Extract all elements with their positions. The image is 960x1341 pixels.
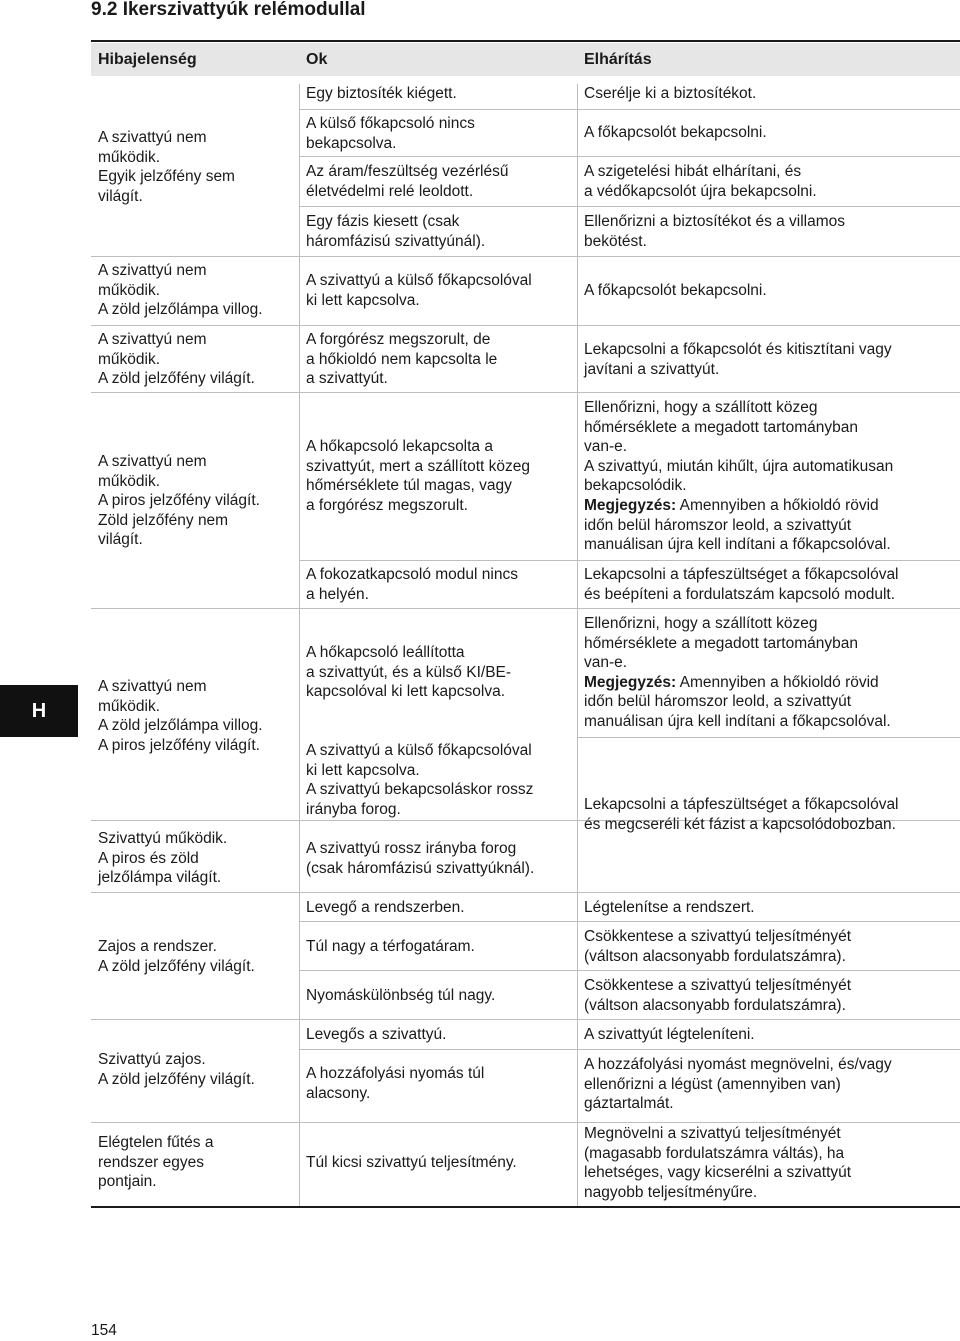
symptom-cell: A szivattyú nem működik. A zöld jelzőfény világít. xyxy=(98,331,255,388)
subrow-separator xyxy=(299,206,960,207)
remedy-cell: Légtelenítse a rendszert. xyxy=(584,899,755,916)
header-remedy: Elhárítás xyxy=(584,51,652,68)
note-label: Megjegyzés: xyxy=(584,673,677,691)
cause-cell: A szivattyú rossz irányba forog (csak háromfázisú szivattyúknál). xyxy=(306,840,535,877)
remedy-cell: Ellenőrizni, hogy a szállított közeg hőmérséklete a megadott tartományban van-e. Megjegyzés: Amennyiben a hőkioldó rövid időn belül háromszor leold, a szivattyút manuálisan újra kell indítani a főkapcsolóval. xyxy=(584,615,891,730)
remedy-cell: A hozzáfolyási nyomást megnövelni, és/vagy ellenőrizni a légüst (amennyiben van) gáztartalmát. xyxy=(584,1056,892,1113)
remedy-cell: Cserélje ki a biztosítékot. xyxy=(584,85,757,102)
column-divider-cause xyxy=(299,84,300,1206)
section-title: 9.2 Ikerszivattyúk relémodullal xyxy=(91,0,366,20)
remedy-cell: Csökkentese a szivattyú teljesítményét (váltson alacsonyabb fordulatszámra). xyxy=(584,977,852,1014)
cause-cell: A hőkapcsoló lekapcsolta a szivattyút, mert a szállított közeg hőmérséklete túl magas, vagy a forgórész megszorult. xyxy=(306,438,530,514)
symptom-cell: Szivattyú zajos. A zöld jelzőfény világít. xyxy=(98,1051,255,1088)
row-separator xyxy=(91,1122,960,1123)
remedy-cell: Lekapcsolni a főkapcsolót és kitisztítani vagy javítani a szivattyút. xyxy=(584,341,892,378)
cause-cell: Túl kicsi szivattyú teljesítmény. xyxy=(306,1154,517,1171)
subrow-separator xyxy=(299,921,960,922)
table-header xyxy=(91,43,960,76)
cause-cell: Levegő a rendszerben. xyxy=(306,899,465,916)
cause-cell: Az áram/feszültség vezérlésű életvédelmi relé leoldott. xyxy=(306,163,509,200)
remedy-cell: Ellenőrizni, hogy a szállított közeg hőmérséklete a megadott tartományban van-e. A szivattyú, miután kihűlt, újra automatikusan bekapcsolódik. Megjegyzés: Amennyiben a hőkioldó rövid időn belül háromszor leold, a szivattyút manuálisan újra kell indítani a főkapcsolóval. xyxy=(584,399,894,554)
cause-cell: A fokozatkapcsoló modul nincs a helyén. xyxy=(306,566,518,603)
cause-cell: A szivattyú a külső főkapcsolóval ki lett kapcsolva. A szivattyú bekapcsoláskor rossz irányba forog. xyxy=(306,742,534,818)
remedy-cell: Lekapcsolni a tápfeszültséget a főkapcsolóval és beépíteni a fordulatszám kapcsoló modult. xyxy=(584,566,899,603)
remedy-cell: Megnövelni a szivattyú teljesítményét (magasabb fordulatszámra váltás), ha lehetséges, vagy kicserélni a szivattyút nagyobb teljesítményűre. xyxy=(584,1125,852,1201)
header-symptom: Hibajelenség xyxy=(98,51,197,68)
remedy-cell: A főkapcsolót bekapcsolni. xyxy=(584,282,767,299)
cause-cell: Egy biztosíték kiégett. xyxy=(306,85,457,102)
language-tab: H xyxy=(0,685,78,737)
cause-cell: A forgórész megszorult, de a hőkioldó nem kapcsolta le a szivattyút. xyxy=(306,331,498,388)
cause-cell: Levegős a szivattyú. xyxy=(306,1026,447,1043)
remedy-cell: Csökkentese a szivattyú teljesítményét (váltson alacsonyabb fordulatszámra). xyxy=(584,928,852,965)
page-number: 154 xyxy=(91,1322,117,1339)
subrow-separator xyxy=(299,970,960,971)
symptom-cell: Elégtelen fűtés a rendszer egyes pontjain. xyxy=(98,1134,214,1191)
subrow-separator xyxy=(299,1049,960,1050)
symptom-cell: A szivattyú nem működik. A zöld jelzőlámpa villog. A piros jelzőfény világít. xyxy=(98,678,263,754)
subrow-separator xyxy=(299,109,960,110)
cause-cell: Egy fázis kiesett (csak háromfázisú szivattyúnál). xyxy=(306,213,486,250)
subrow-separator xyxy=(299,156,960,157)
symptom-cell: Szivattyú működik. A piros és zöld jelzőlámpa világít. xyxy=(98,830,228,887)
cause-cell: A külső főkapcsoló nincs bekapcsolva. xyxy=(306,115,475,152)
remedy-cell: A főkapcsolót bekapcsolni. xyxy=(584,124,767,141)
note-label: Megjegyzés: xyxy=(584,496,677,514)
cause-cell: A szivattyú a külső főkapcsolóval ki lett kapcsolva. xyxy=(306,272,532,309)
row-separator xyxy=(91,325,960,326)
subrow-separator xyxy=(299,560,960,561)
symptom-cell: Zajos a rendszer. A zöld jelzőfény világít. xyxy=(98,938,255,975)
cause-cell: A hőkapcsoló leállította a szivattyút, és a külső KI/BE- kapcsolóval ki lett kapcsolva. xyxy=(306,644,512,701)
row-separator xyxy=(91,1019,960,1020)
subrow-separator xyxy=(577,608,960,609)
symptom-cell: A szivattyú nem működik. A piros jelzőfény világít. Zöld jelzőfény nem világít. xyxy=(98,453,260,549)
cause-cell: Nyomáskülönbség túl nagy. xyxy=(306,987,496,1004)
remedy-cell: Lekapcsolni a tápfeszültséget a főkapcsolóval és megcseréli két fázist a kapcsolódobozban. xyxy=(584,796,899,833)
row-separator xyxy=(91,256,960,257)
remedy-cell: Ellenőrizni a biztosítékot és a villamos bekötést. xyxy=(584,213,846,250)
remedy-cell: A szigetelési hibát elhárítani, és a védőkapcsolót újra bekapcsolni. xyxy=(584,163,817,200)
symptom-cell: A szivattyú nem működik. A zöld jelzőlámpa villog. xyxy=(98,262,263,319)
cause-cell: Túl nagy a térfogatáram. xyxy=(306,938,475,955)
table-bottom-border xyxy=(91,1206,960,1208)
cause-cell: A hozzáfolyási nyomás túl alacsony. xyxy=(306,1065,485,1102)
row-separator xyxy=(91,392,960,393)
column-divider-remedy xyxy=(577,84,578,1206)
header-cause: Ok xyxy=(306,51,328,68)
table-top-border xyxy=(91,40,960,42)
subrow-separator xyxy=(577,737,960,738)
symptom-cell: A szivattyú nem működik. Egyik jelzőfény sem világít. xyxy=(98,129,235,205)
remedy-cell: A szivattyút légteleníteni. xyxy=(584,1026,755,1043)
row-separator xyxy=(91,892,960,893)
